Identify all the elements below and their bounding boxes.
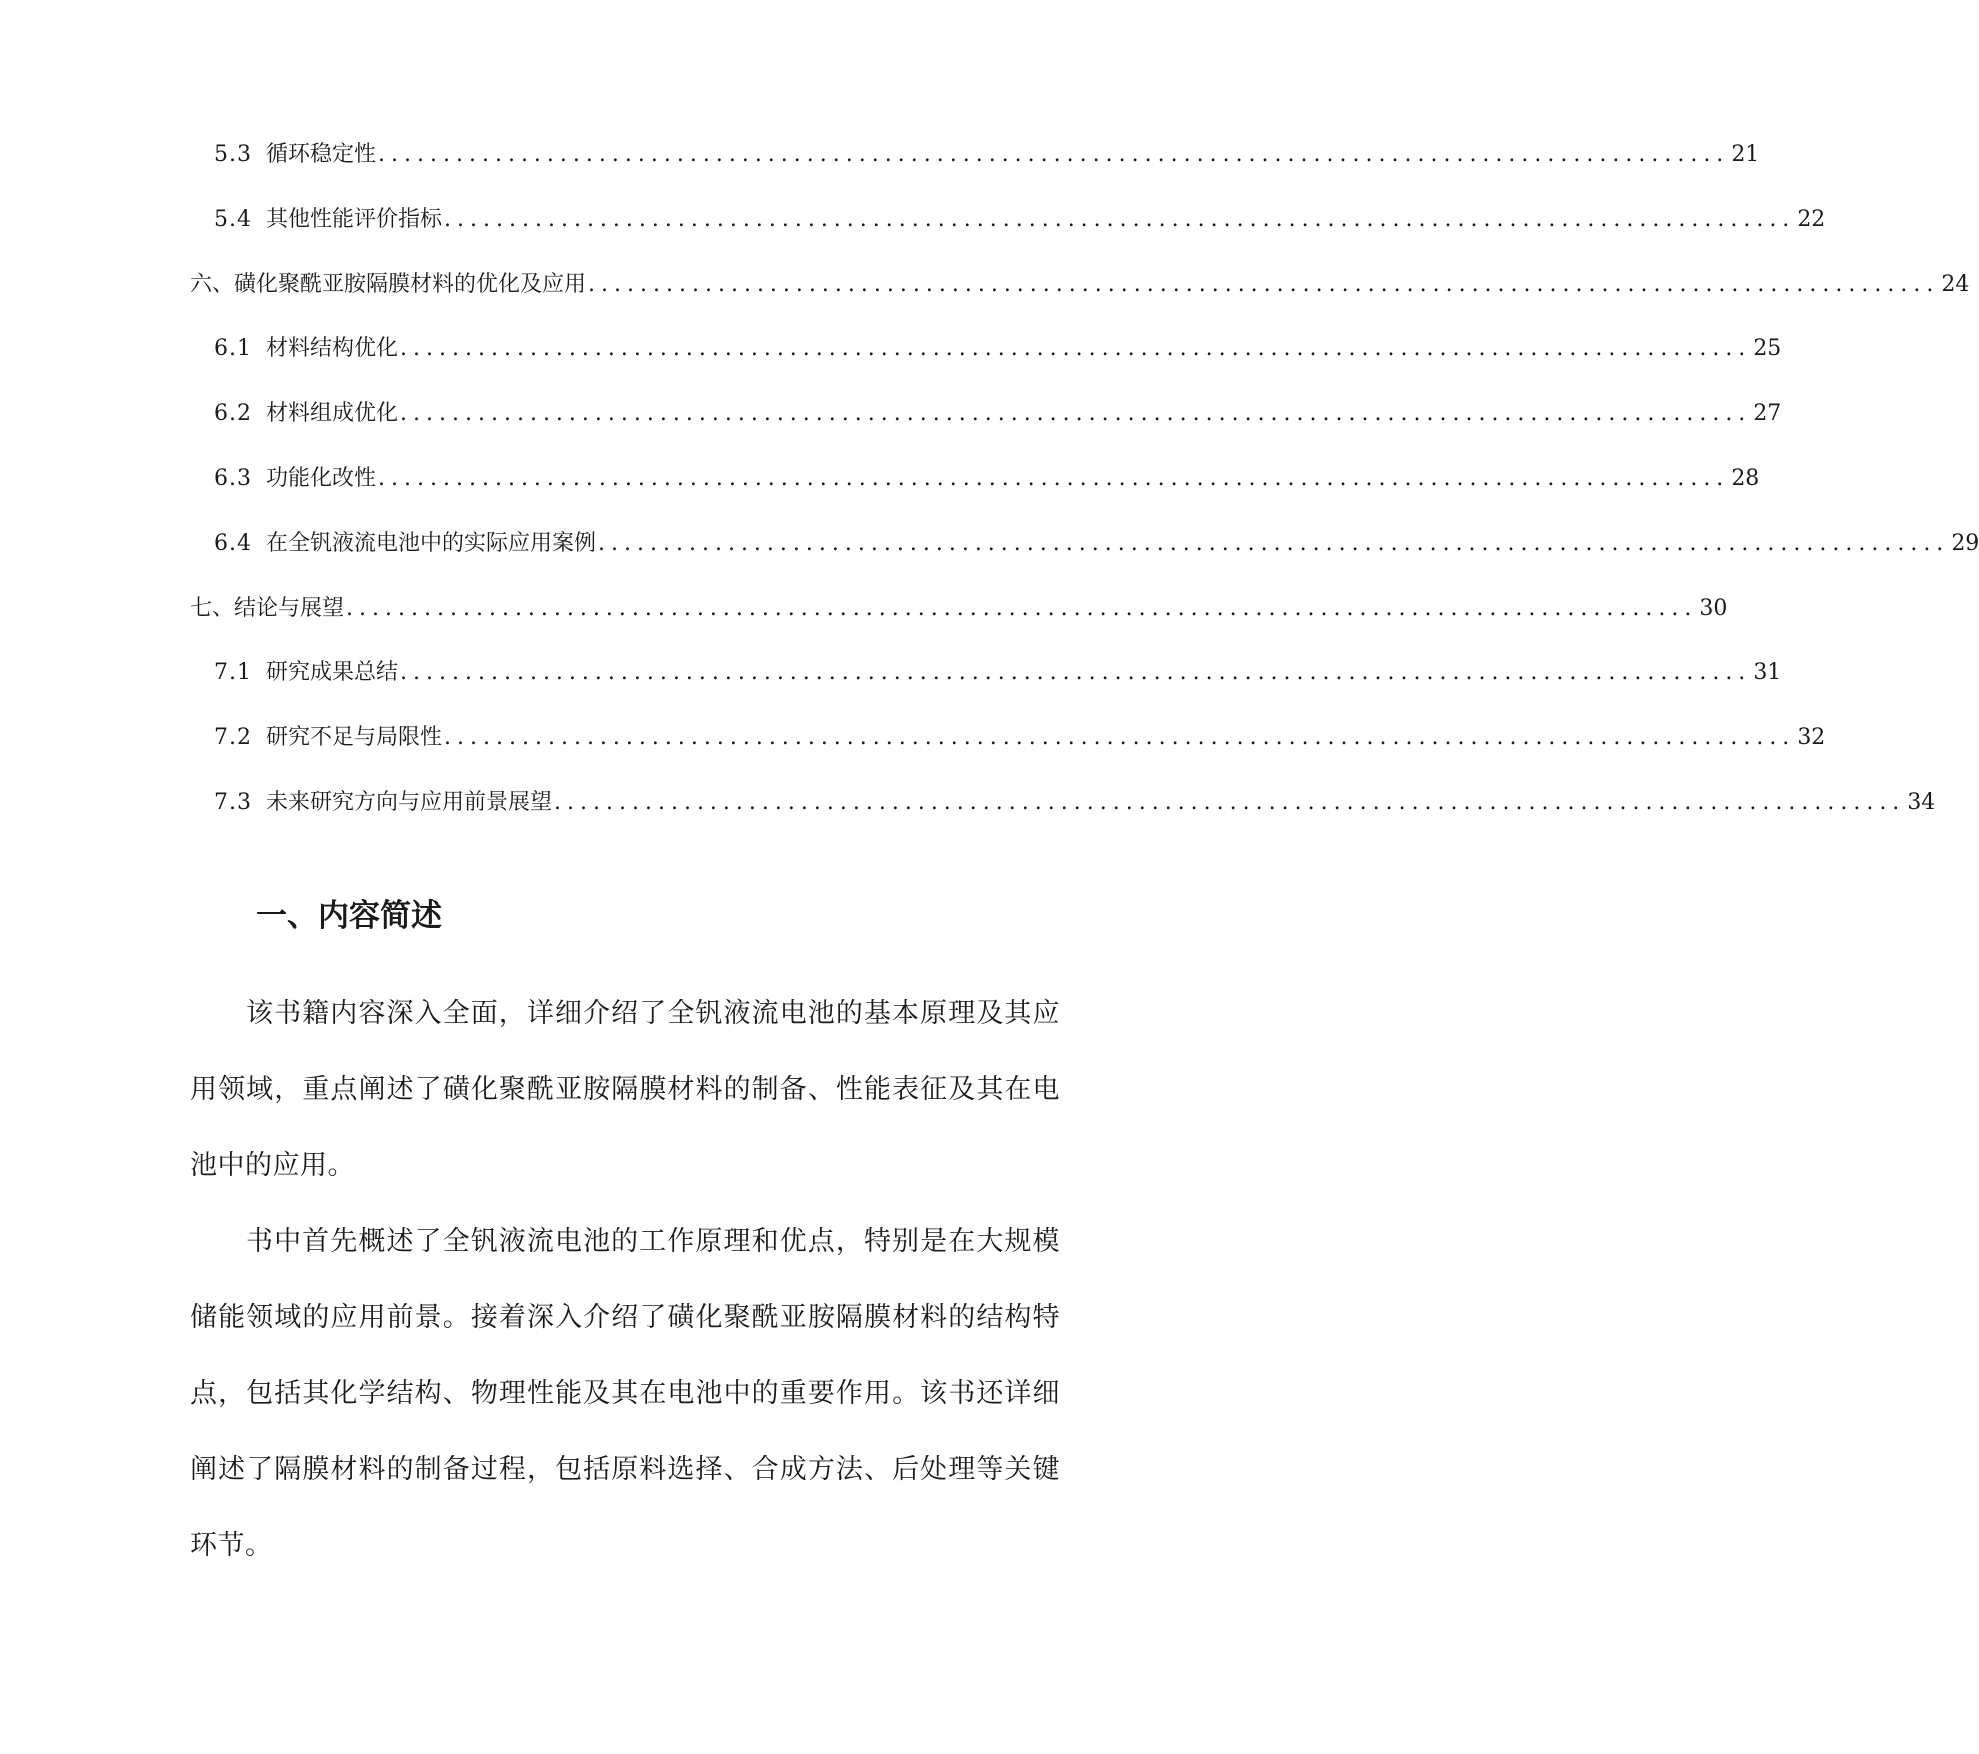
toc-entry-title: 研究不足与局限性 — [266, 725, 443, 751]
section-body — [190, 976, 1060, 1584]
toc-entry-number: 6.3 — [214, 465, 252, 491]
toc-entry[interactable] — [190, 723, 1826, 788]
toc-entry[interactable] — [190, 464, 1760, 529]
toc-entry-page: 21 — [1731, 142, 1760, 167]
toc-entry-page: 28 — [1731, 465, 1760, 491]
toc-entry[interactable] — [190, 529, 1979, 594]
toc-entry-page: 32 — [1797, 725, 1826, 751]
toc-entry[interactable] — [190, 399, 1782, 464]
toc-entry-number: 6.2 — [214, 401, 252, 427]
paragraph: 该书籍内容深入全面，详细介绍了全钒液流电池的基本原理及其应用领域，重点阐述了磺化聚酰亚胺隔膜材料的制备、性能表征及其在电池中的应用。 — [190, 998, 1060, 1181]
toc-entry[interactable] — [190, 594, 1728, 659]
toc-entry-page: 25 — [1753, 336, 1782, 362]
toc-entry-label — [214, 788, 552, 818]
toc-leader-dots: ........................................................................................................ — [400, 336, 1752, 362]
toc-entry-title: 材料组成优化 — [266, 401, 399, 427]
toc-entry-page: 31 — [1753, 660, 1782, 686]
toc-leader-dots: ........................................................................................................ — [346, 595, 1698, 621]
toc-entry-page: 27 — [1753, 401, 1782, 427]
toc-entry-number: 7.2 — [214, 725, 252, 751]
toc-entry-title: 结论与展望 — [234, 595, 345, 621]
toc-entry-number: 六、 — [190, 271, 235, 297]
toc-entry-title: 功能化改性 — [266, 465, 377, 491]
toc-entry-label — [214, 205, 442, 235]
toc-entry-title: 材料结构优化 — [266, 336, 399, 362]
toc-entry-title: 未来研究方向与应用前景展望 — [266, 789, 553, 815]
table-of-contents — [190, 140, 1979, 853]
toc-leader-dots: ........................................................................................................ — [444, 725, 1796, 751]
toc-entry-number: 七、 — [190, 595, 235, 621]
toc-entry[interactable] — [190, 270, 1970, 335]
toc-leader-dots: ........................................................................................................ — [554, 789, 1906, 815]
toc-leader-dots: ........................................................................................................ — [598, 530, 1950, 556]
toc-entry-page: 34 — [1907, 789, 1936, 815]
toc-entry[interactable] — [190, 140, 1760, 205]
section-heading: 一、内容简述 — [256, 898, 442, 934]
toc-entry-label — [214, 723, 442, 753]
toc-entry[interactable] — [190, 334, 1782, 399]
toc-leader-dots: ........................................................................................................ — [444, 206, 1796, 232]
toc-entry-number: 6.1 — [214, 336, 252, 362]
toc-entry[interactable] — [190, 658, 1782, 723]
toc-entry-title: 循环稳定性 — [266, 142, 377, 167]
toc-entry-number: 6.4 — [214, 530, 252, 556]
toc-entry-title: 研究成果总结 — [266, 660, 399, 686]
toc-entry-number: 7.3 — [214, 789, 252, 815]
toc-entry-label — [214, 334, 398, 364]
toc-leader-dots: ........................................................................................................ — [378, 142, 1730, 167]
toc-entry-label — [214, 399, 398, 429]
toc-entry-number: 5.3 — [214, 142, 252, 167]
toc-entry-label — [190, 270, 586, 300]
toc-entry-label — [214, 464, 376, 494]
toc-entry-label — [214, 529, 596, 559]
toc-entry[interactable] — [190, 788, 1936, 853]
toc-entry-label — [214, 658, 398, 688]
toc-entry-label — [190, 594, 344, 624]
toc-leader-dots: ........................................................................................................ — [400, 660, 1752, 686]
toc-entry-page: 30 — [1699, 595, 1728, 621]
toc-entry-title: 在全钒液流电池中的实际应用案例 — [266, 530, 597, 556]
toc-entry-page: 29 — [1951, 530, 1979, 556]
toc-entry-page: 22 — [1797, 206, 1826, 232]
toc-entry-title: 磺化聚酰亚胺隔膜材料的优化及应用 — [234, 271, 587, 297]
toc-entry-number: 5.4 — [214, 206, 252, 232]
toc-entry[interactable] — [190, 205, 1826, 270]
toc-entry-page: 24 — [1941, 271, 1970, 297]
toc-entry-title: 其他性能评价指标 — [266, 206, 443, 232]
toc-leader-dots: ........................................................................................................ — [588, 271, 1940, 297]
toc-leader-dots: ........................................................................................................ — [378, 465, 1730, 491]
toc-leader-dots: ........................................................................................................ — [400, 401, 1752, 427]
toc-entry-number: 7.1 — [214, 660, 252, 686]
paragraph: 书中首先概述了全钒液流电池的工作原理和优点，特别是在大规模储能领域的应用前景。接着深入介绍了磺化聚酰亚胺隔膜材料的结构特点，包括其化学结构、物理性能及其在电池中的重要作用。该书还详细阐述了隔膜材料的制备过程，包括原料选择、合成方法、后处理等关键环节。 — [190, 1226, 1060, 1561]
toc-entry-label — [214, 140, 376, 170]
